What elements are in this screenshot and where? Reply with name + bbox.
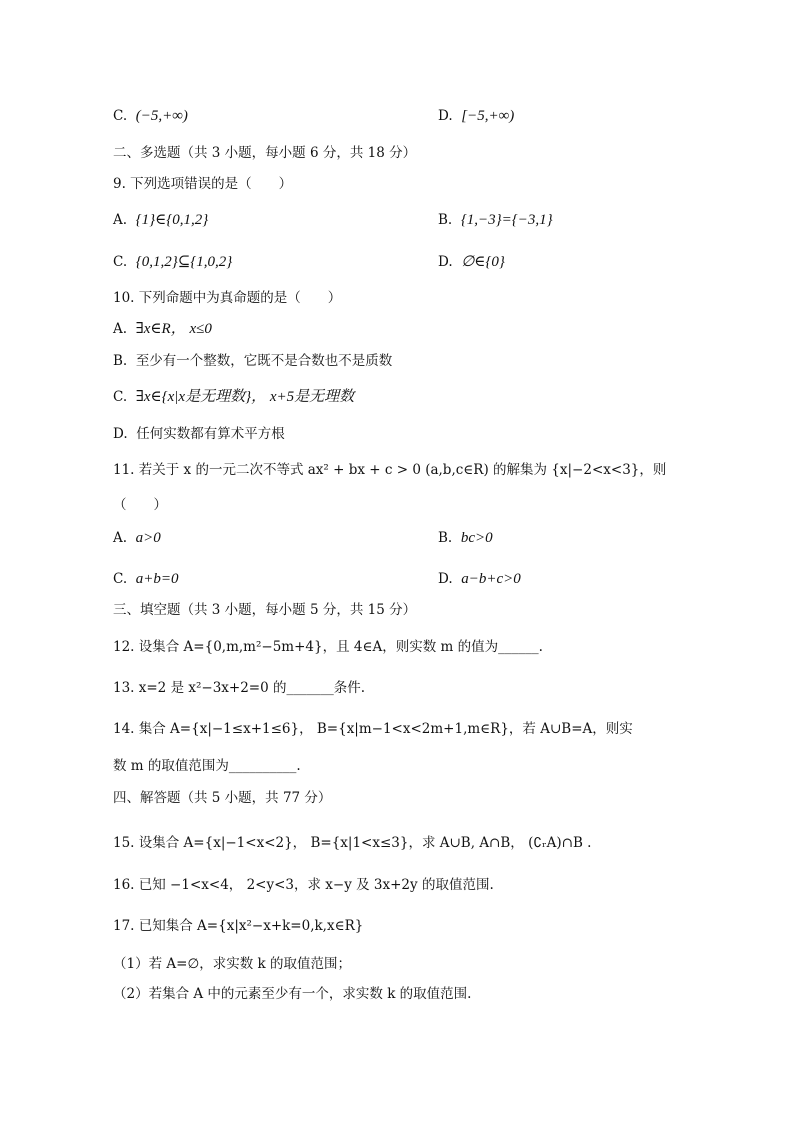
- option-label: D.: [113, 426, 128, 442]
- option-math: a>0: [135, 530, 161, 546]
- option-label: A.: [113, 212, 128, 228]
- q10-option-b: [113, 352, 392, 370]
- option-label: C.: [113, 389, 128, 405]
- q9-stem: 9. 下列选项错误的是（ ）: [113, 176, 293, 192]
- section-heading-problems: 四、解答题（共 5 小题，共 77 分）: [113, 790, 332, 806]
- option-math: [−5,+∞): [461, 108, 515, 124]
- option-math: (−5,+∞): [135, 108, 188, 124]
- option-label: D.: [438, 108, 453, 124]
- option-text: 任何实数都有算术平方根: [136, 426, 285, 442]
- option-label: B.: [438, 530, 453, 546]
- option-text: 至少有一个整数，它既不是合数也不是质数: [135, 353, 393, 369]
- q8-option-d: [438, 107, 514, 125]
- q10-option-a: [113, 320, 212, 338]
- q9-option-a: [113, 211, 208, 229]
- q11-answer-paren: （ ）: [113, 497, 167, 513]
- option-label: B.: [113, 353, 128, 369]
- q17-part-1: （1）若 A=∅，求实数 k 的取值范围；: [113, 956, 351, 972]
- q9-option-c: [113, 253, 232, 271]
- option-label: D.: [438, 254, 453, 270]
- q11-option-c: [113, 570, 178, 588]
- q8-option-c: [113, 107, 188, 125]
- q10-option-c: [113, 388, 354, 406]
- q14-line-1: 14. 集合 A={x|−1≤x+1≤6}， B={x|m−1<x<2m+1,m∈R}，若 A∪B=A，则实: [113, 721, 633, 737]
- option-label: C.: [113, 571, 128, 587]
- q9-option-d: [438, 253, 505, 271]
- option-label: B.: [438, 212, 453, 228]
- q11-option-d: [438, 570, 521, 588]
- q9-option-b: [438, 211, 553, 229]
- q12-text: 12. 设集合 A={0,m,m²−5m+4}，且 4∈A，则实数 m 的值为______.: [113, 639, 543, 655]
- option-math: bc>0: [460, 530, 493, 546]
- option-math: ∃x∈R， x≤0: [135, 321, 212, 337]
- option-math: {0,1,2}⊆{1,0,2}: [135, 254, 233, 270]
- option-math: a+b=0: [135, 571, 179, 587]
- q11-option-b: [438, 529, 493, 547]
- option-label: C.: [113, 254, 128, 270]
- q15-text: 15. 设集合 A={x|−1<x<2}， B={x|1<x≤3}，求 A∪B, A∩B， (∁ᵣA)∩B .: [113, 835, 592, 851]
- option-label: A.: [113, 530, 128, 546]
- option-math: {1}∈{0,1,2}: [135, 212, 209, 228]
- option-math: ∅∈{0}: [461, 254, 505, 270]
- option-label: C.: [113, 108, 128, 124]
- q16-text: 16. 已知 −1<x<4， 2<y<3，求 x−y 及 3x+2y 的取值范围.: [113, 877, 494, 893]
- q11-option-a: [113, 529, 161, 547]
- option-math: a−b+c>0: [461, 571, 521, 587]
- q14-line-2: 数 m 的取值范围为__________.: [113, 758, 301, 774]
- option-math: {1,−3}={−3,1}: [460, 212, 553, 228]
- q10-stem: 10. 下列命题中为真命题的是（ ）: [113, 290, 342, 306]
- q10-option-d: [113, 425, 285, 443]
- option-label: D.: [438, 571, 453, 587]
- section-heading-multiple-choice: 二、多选题（共 3 小题，每小题 6 分，共 18 分）: [113, 145, 417, 161]
- q17-part-2: （2）若集合 A 中的元素至少有一个，求实数 k 的取值范围.: [113, 986, 472, 1002]
- q13-text: 13. x=2 是 x²−3x+2=0 的_______条件.: [113, 680, 366, 696]
- q17-stem: 17. 已知集合 A={x|x²−x+k=0,k,x∈R}: [113, 918, 364, 934]
- q11-stem: 11. 若关于 x 的一元二次不等式 ax² + bx + c > 0 (a,b,c∈R) 的解集为 {x|−2<x<3}，则: [113, 462, 667, 478]
- option-label: A.: [113, 321, 128, 337]
- section-heading-fill-blank: 三、填空题（共 3 小题，每小题 5 分，共 15 分）: [113, 602, 417, 618]
- option-math: ∃x∈{x|x是无理数}， x+5是无理数: [135, 389, 355, 405]
